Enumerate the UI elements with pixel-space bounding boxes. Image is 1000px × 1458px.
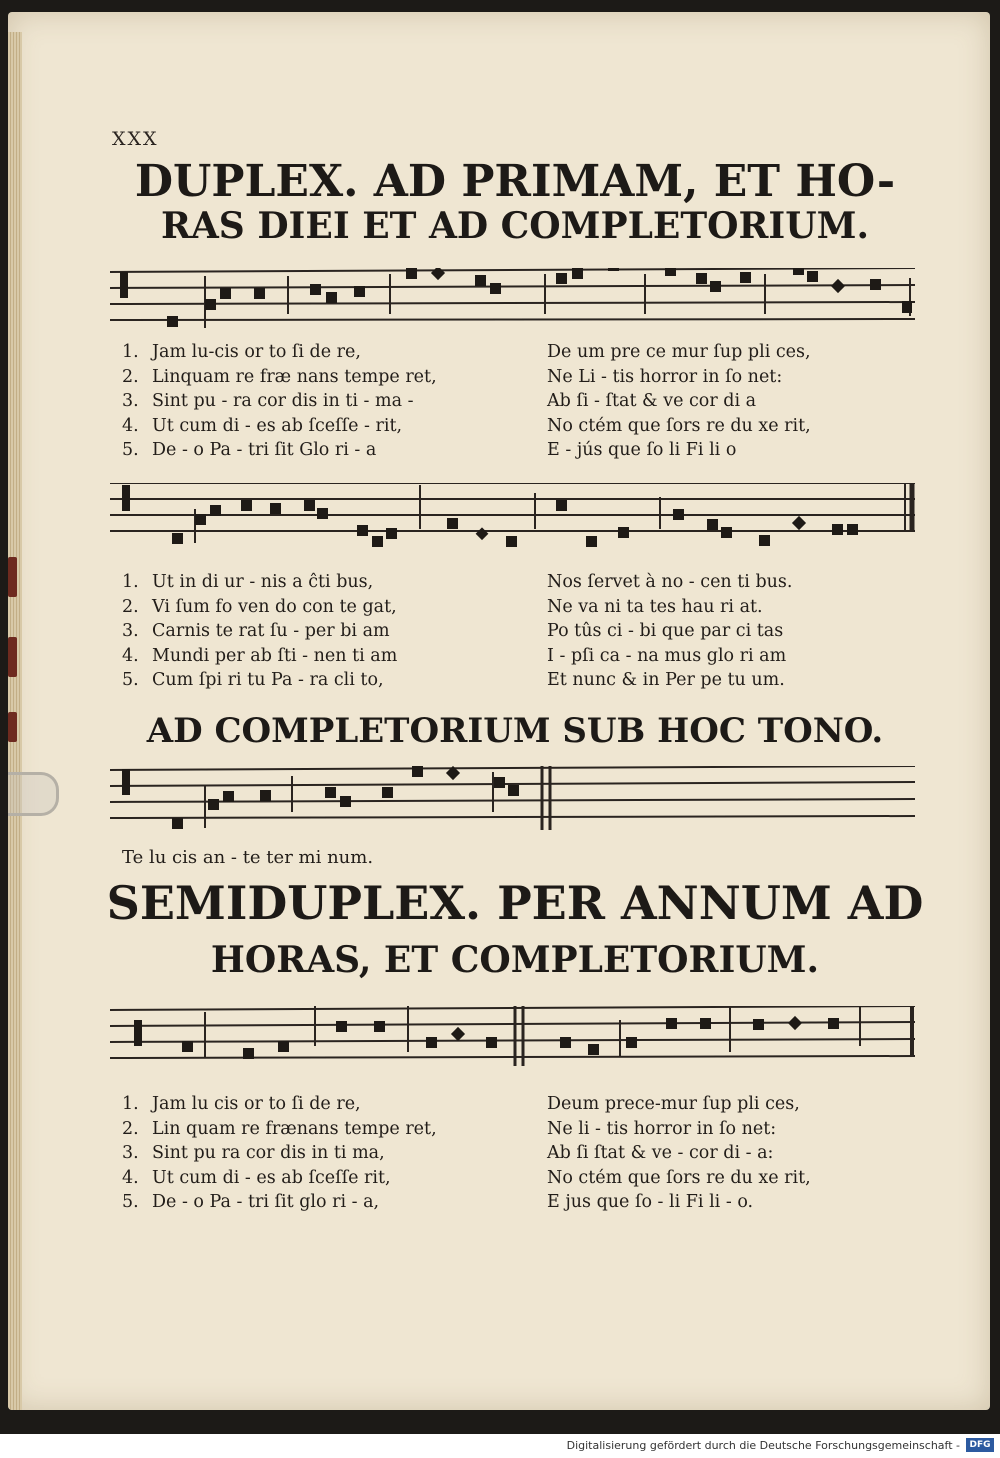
verse-line: 5. Cum ſpi ri tu Pa - ra cli to, Et nunc & in Per pe tu um. <box>122 670 785 690</box>
verse-line: 3. Carnis te rat ſu - per bi am Po tûs ci - bi que par ci tas <box>122 621 784 641</box>
section-title-duplex-line1: DUPLEX. AD PRIMAM, ET HO- <box>134 156 896 207</box>
section-title-duplex-line2: RAS DIEI ET AD COMPLETORIUM. <box>160 205 870 247</box>
verse-line: 3. Sint pu ra cor dis in ti ma, Ab ſi ſtat & ve - cor di - a: <box>122 1143 774 1163</box>
completorium-lyric: Te lu cis an - te ter mi num. <box>122 847 374 868</box>
verse-block-1 <box>122 340 912 463</box>
verse-line: 4. Mundi per ab ſti - nen ti am I - pſi ca - na mus glo ri am <box>122 645 787 666</box>
dfg-logo: DFG <box>966 1438 994 1452</box>
music-staff-3 <box>110 766 920 830</box>
footer-credit: Digitalisierung gefördert durch die Deutsche Forschungsgemeinschaft - <box>566 1439 960 1452</box>
binding-mark <box>8 637 17 677</box>
verse-line: 1. Ut in di ur - nis a ĉti bus, Nos ſervet à no - cen ti bus. <box>122 572 793 592</box>
section-title-completorium: AD COMPLETORIUM SUB HOC TONO. <box>146 711 884 751</box>
verse-line: 4. Ut cum di - es ab ſceſſe - rit, No ctém que ſors re du xe rit, <box>122 415 811 436</box>
music-staff-2 <box>110 483 920 547</box>
music-staff-1 <box>110 268 920 332</box>
binding-mark <box>8 557 17 597</box>
verse-block-2 <box>122 570 912 693</box>
binding-mark <box>8 712 17 742</box>
section-title-semiduplex-line1: SEMIDUPLEX. PER ANNUM AD <box>106 876 924 930</box>
section-title-semiduplex-line2: HORAS, ET COMPLETORIUM. <box>210 939 820 981</box>
verse-block-3 <box>122 1092 912 1215</box>
footer-bar <box>0 1434 1000 1458</box>
verse-line: 1. Jam lu-cis or to ſi de re, De um pre ce mur ſup pli ces, <box>122 342 811 362</box>
verse-line: 2. Vi ſum fo ven do con te gat, Ne va ni ta tes hau ri at. <box>122 596 763 617</box>
verse-line: 1. Jam lu cis or to ſi de re, Deum prece-mur ſup pli ces, <box>122 1094 800 1114</box>
music-staff-4 <box>110 1006 920 1070</box>
verse-line: 5. De - o Pa - tri ſit Glo ri - a E - jús que ſo li Fi li o <box>122 440 737 460</box>
verse-line: 2. Linquam re fræ nans tempe ret, Ne Li - tis horror in ſo net: <box>122 366 783 387</box>
page-clip <box>8 772 59 816</box>
verse-line: 3. Sint pu - ra cor dis in ti - ma - Ab ſi - ſtat & ve cor di a <box>122 391 757 411</box>
verse-line: 2. Lin quam re frænans tempe ret, Ne li - tis horror in ſo net: <box>122 1118 777 1139</box>
folio-number: XXX <box>112 128 159 150</box>
verse-line: 4. Ut cum di - es ab ſceſſe rit, No ctém que ſors re du xe rit, <box>122 1167 811 1188</box>
verse-line: 5. De - o Pa - tri ſit glo ri - a, E jus que ſo - li Fi li - o. <box>122 1192 754 1212</box>
